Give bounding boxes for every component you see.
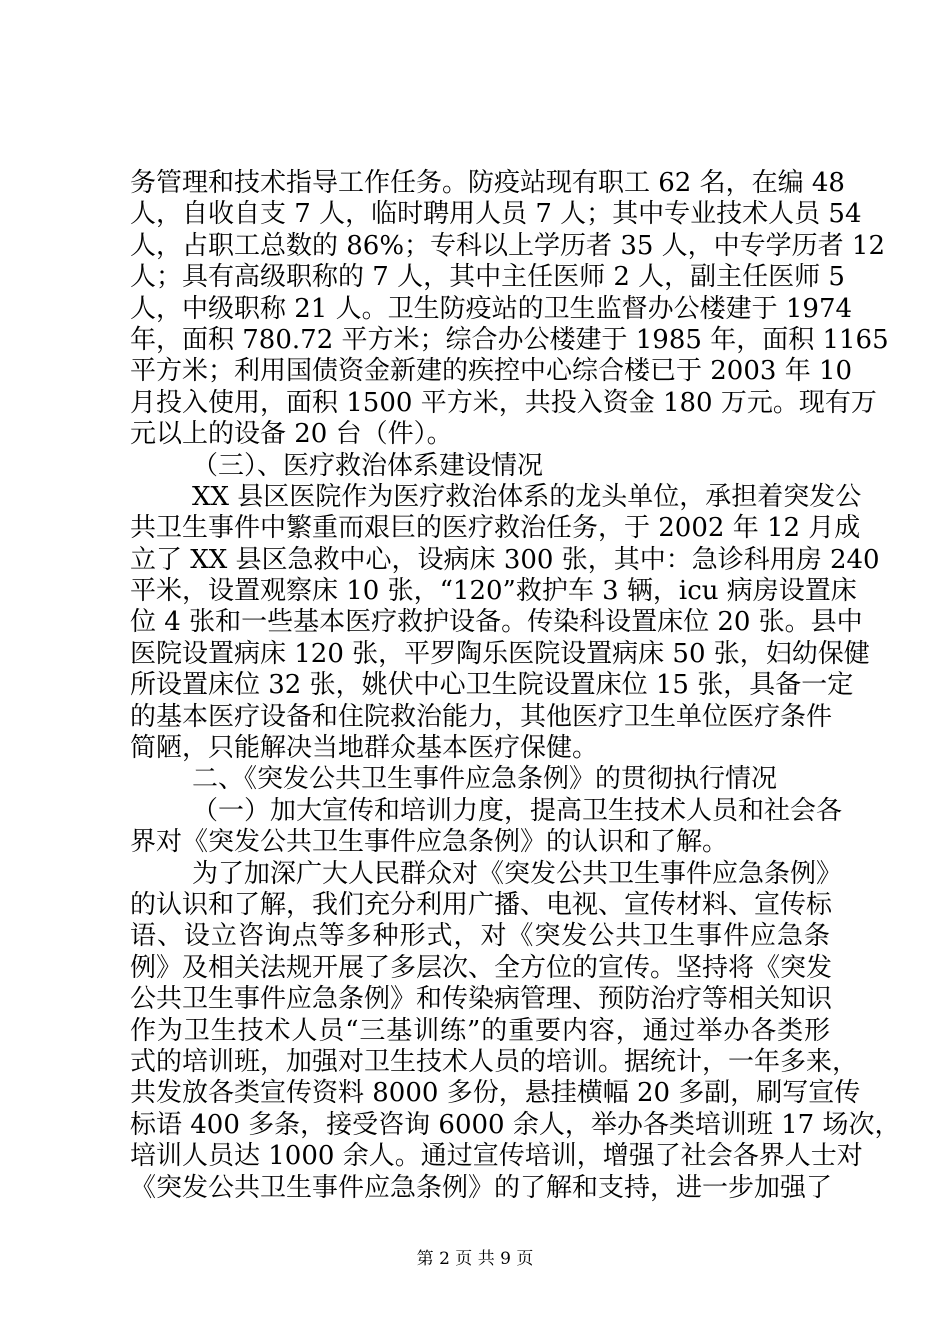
text-line: 月投入使用，面积 1500 平方米，共投入资金 180 万元。现有万 [130,387,877,418]
text-line: 公共卫生事件应急条例》和传染病管理、预防治疗等相关知识 [130,984,833,1015]
text-line: 平方米；利用国债资金新建的疾控中心综合楼已于 2003 年 10 [130,356,853,387]
text-line: 元以上的设备 20 台（件）。 [130,419,453,450]
text-line: 作为卫生技术人员“三基训练”的重要内容，通过举办各类形 [130,1015,830,1046]
text-line: 人，占职工总数的 86%；专科以上学历者 35 人，中专学历者 12 [130,230,886,261]
text-line: 培训人员达 1000 余人。通过宣传培训，增强了社会各界人士对 [130,1141,863,1172]
text-line: 简陋，只能解决当地群众基本医疗保健。 [130,733,599,764]
text-line: 所设置床位 32 张，姚伏中心卫生院设置床位 15 张，具备一定 [130,670,854,701]
document-body [130,168,901,1204]
text-line: 人，自收自支 7 人，临时聘用人员 7 人；其中专业技术人员 54 [130,199,862,230]
text-line: 位 4 张和一些基本医疗救护设备。传染科设置床位 20 张。县中 [130,607,863,638]
text-line: 人；具有高级职称的 7 人，其中主任医师 2 人，副主任医师 5 [130,262,845,293]
text-line: （三）、医疗救治体系建设情况 [192,450,544,481]
text-line: 共卫生事件中繁重而艰巨的医疗救治任务，于 2002 年 12 月成 [130,513,861,544]
text-line: 的认识和了解，我们充分利用广播、电视、宣传材料、宣传标 [130,889,833,920]
text-line: 的基本医疗设备和住院救治能力，其他医疗卫生单位医疗条件 [130,701,833,732]
text-line: （一）加大宣传和培训力度，提高卫生技术人员和社会各 [192,795,843,826]
text-line: 年，面积 780.72 平方米；综合办公楼建于 1985 年，面积 1165 [130,324,889,355]
text-line: 人，中级职称 21 人。卫生防疫站的卫生监督办公楼建于 1974 [130,293,853,324]
text-line: 标语 400 多条，接受咨询 6000 余人，举办各类培训班 17 场次， [130,1109,901,1140]
text-line: 共发放各类宣传资料 8000 多份，悬挂横幅 20 多副，刷写宣传 [130,1078,861,1109]
text-line: 务管理和技术指导工作任务。防疫站现有职工 62 名，在编 48 [130,168,845,198]
text-line: 例》及相关法规开展了多层次、全方位的宣传。坚持将《突发 [130,952,833,983]
text-line: 式的培训班，加强对卫生技术人员的培训。据统计，一年多来， [130,1046,859,1077]
text-line: 医院设置病床 120 张，平罗陶乐医院设置病床 50 张，妇幼保健 [130,638,870,669]
page-number-footer: 第 2 页 共 9 页 [416,1249,534,1269]
text-line: 界对《突发公共卫生事件应急条例》的认识和了解。 [130,827,729,858]
text-line: 为了加深广大人民群众对《突发公共卫生事件应急条例》 [192,858,843,889]
text-line: 立了 XX 县区急救中心，设病床 300 张，其中：急诊科用房 240 [130,544,880,575]
text-line: 平米，设置观察床 10 张，“120”救护车 3 辆，icu 病房设置床 [130,576,857,607]
text-line: 语、设立咨询点等多种形式，对《突发公共卫生事件应急条 [130,921,830,952]
text-line: XX 县区医院作为医疗救治体系的龙头单位，承担着突发公 [192,481,862,512]
text-line: 二、《突发公共卫生事件应急条例》的贯彻执行情况 [192,764,778,795]
text-line: 《突发公共卫生事件应急条例》的了解和支持，进一步加强了 [130,1172,833,1203]
